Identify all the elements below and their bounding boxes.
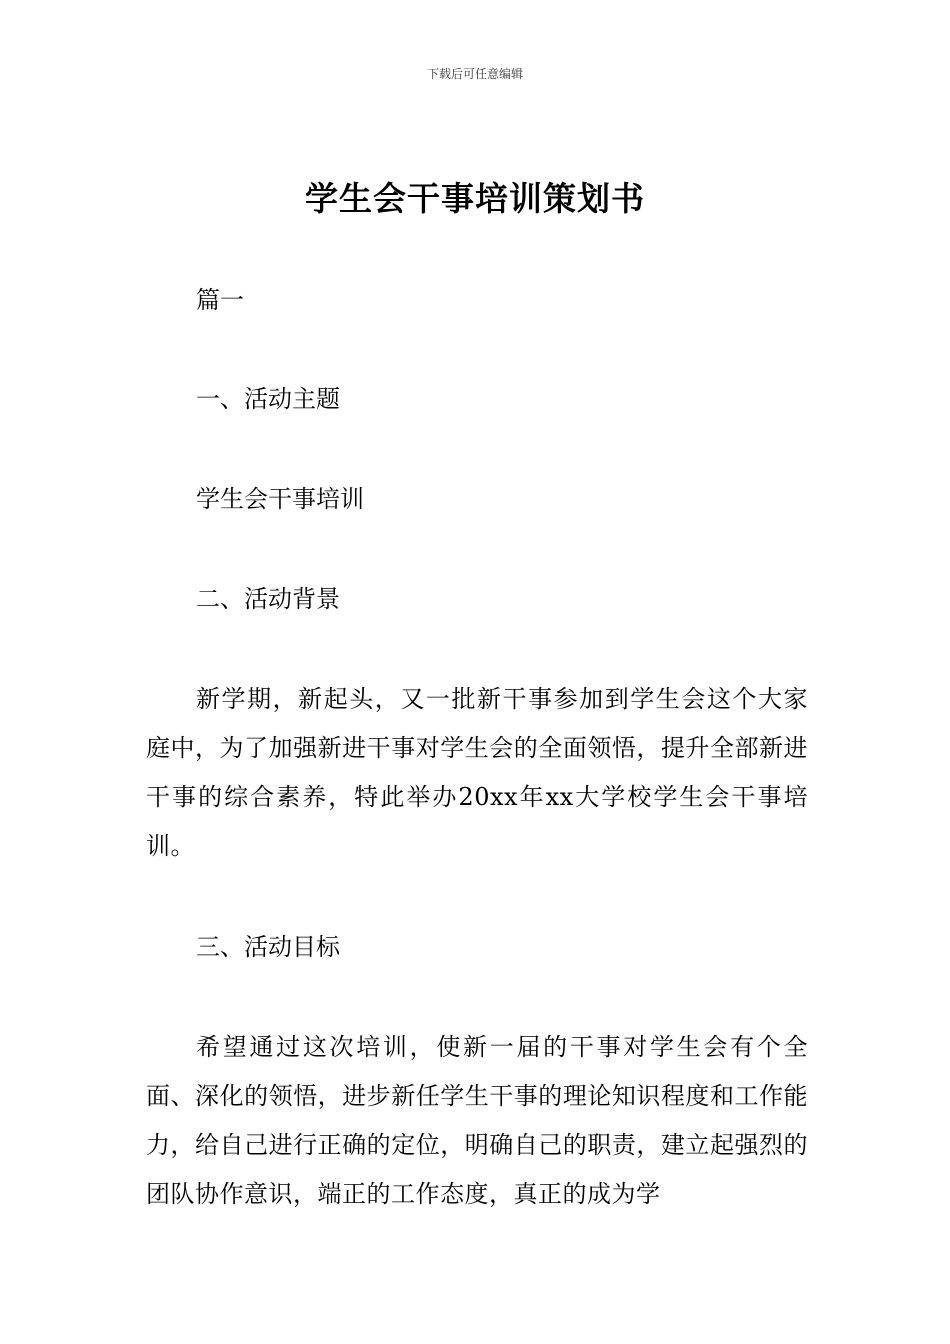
section-heading-goal: 三、活动目标 bbox=[196, 933, 340, 961]
section-body-theme: 学生会干事培训 bbox=[196, 485, 364, 513]
section-heading-background: 二、活动背景 bbox=[196, 585, 340, 613]
section-heading-theme: 一、活动主题 bbox=[196, 385, 340, 413]
part-label: 篇一 bbox=[196, 286, 244, 314]
section-body-goal: 希望通过这次培训，使新一届的干事对学生会有个全面、深化的领悟，进步新任学生干事的理论知识程度和工作能力，给自己进行正确的定位，明确自己的职责，建立起强烈的团队协作意识，端正的工作态度，真正的成为学 bbox=[146, 1033, 808, 1208]
document-title: 学生会干事培训策划书 bbox=[305, 179, 645, 218]
page-header-note: 下载后可任意编辑 bbox=[426, 67, 523, 81]
section-body-background: 新学期，新起头，又一批新干事参加到学生会这个大家庭中，为了加强新进干事对学生会的全面领悟，提升全部新进干事的综合素养，特此举办20xx年xx大学校学生会干事培训。 bbox=[146, 685, 808, 860]
